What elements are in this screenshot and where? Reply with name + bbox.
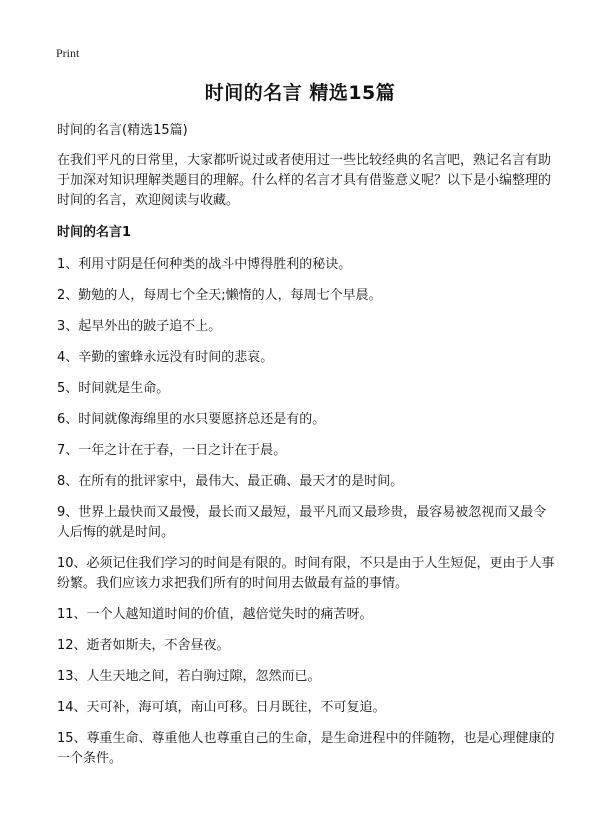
list-item: 8、在所有的批评家中，最伟大、最正确、最天才的是时间。 <box>57 474 404 489</box>
list-item: 13、人生天地之间，若白驹过隙，忽然而已。 <box>57 669 321 684</box>
print-label: Print <box>56 46 80 60</box>
list-item: 9、世界上最快而又最慢，最长而又最短，最平凡而又最珍贵，最容易被忽视而又最令人后悔的就是时间。 <box>57 505 547 540</box>
list-item: 3、起早外出的跛子追不上。 <box>57 319 222 334</box>
section-heading: 时间的名言1 <box>57 225 132 240</box>
list-item: 5、时间就是生命。 <box>57 381 170 396</box>
article-body <box>57 121 557 780</box>
list-item: 15、尊重生命、尊重他人也尊重自己的生命，是生命进程中的伴随物，也是心理健康的一个条件。 <box>57 731 555 766</box>
list-item: 2、勤勉的人，每周七个全天;懒惰的人，每周七个早晨。 <box>57 288 382 303</box>
list-item: 6、时间就像海绵里的水只要愿挤总还是有的。 <box>57 412 326 427</box>
list-item: 14、天可补，海可填，南山可移。日月既往，不可复追。 <box>57 700 386 715</box>
article-subtitle: 时间的名言(精选15篇) <box>57 123 188 138</box>
list-item: 1、利用寸阴是任何种类的战斗中博得胜利的秘诀。 <box>57 257 352 272</box>
intro-paragraph: 在我们平凡的日常里，大家都听说过或者使用过一些比较经典的名言吧，熟记名言有助于加深对知识理解类题目的理解。什么样的名言才具有借鉴意义呢？以下是小编整理的时间的名言，欢迎阅读与收藏。 <box>57 153 552 208</box>
list-item: 10、必须记住我们学习的时间是有限的。时间有限，不只是由于人生短促，更由于人事纷繁。我们应该力求把我们所有的时间用去做最有益的事情。 <box>57 556 555 591</box>
list-item: 11、一个人越知道时间的价值，越倍觉失时的痛苦呀。 <box>57 607 373 622</box>
list-item: 4、辛勤的蜜蜂永远没有时间的悲哀。 <box>57 350 274 365</box>
page-title: 时间的名言 精选15篇 <box>204 82 396 104</box>
list-item: 7、一年之计在于春，一日之计在于晨。 <box>57 443 287 458</box>
list-item: 12、逝者如斯夫，不舍昼夜。 <box>57 638 230 653</box>
